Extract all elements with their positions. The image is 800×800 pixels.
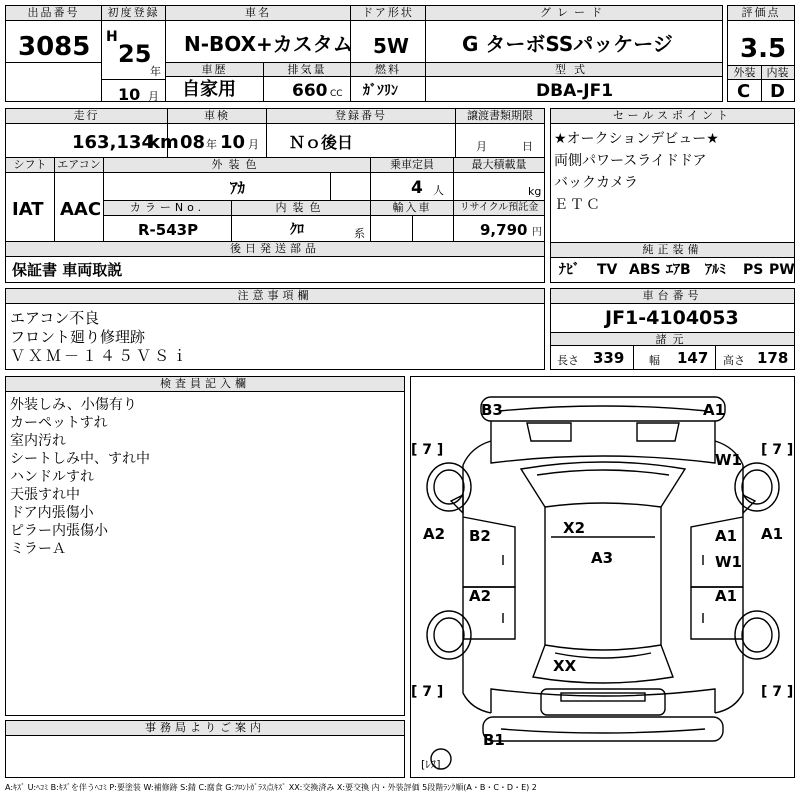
max-load-box: [453, 157, 545, 201]
inspector-item: カーペットすれ: [10, 415, 108, 431]
inspector-item: 外装しみ、小傷有り: [10, 397, 137, 413]
later-parts-label: 後日発送部品: [6, 242, 544, 257]
inspection-box: [167, 108, 267, 158]
ext-grade: C: [737, 81, 751, 102]
ext-color: ｱｶ: [230, 179, 246, 197]
capacity-unit: 人: [433, 184, 444, 197]
inspection-month: 10: [220, 132, 246, 153]
equip-pw: PW: [769, 262, 795, 278]
mileage-box: [5, 108, 179, 158]
displacement-box: [263, 62, 351, 102]
equip-tv: TV: [597, 262, 618, 278]
int-color-label: 内装色: [232, 201, 370, 216]
first-reg-era: H: [106, 29, 118, 45]
mark-a1-mid: A1: [715, 527, 738, 545]
history: 自家用: [182, 79, 236, 100]
first-reg-year-unit: 年: [150, 65, 161, 78]
int-color: ｸﾛ: [290, 222, 304, 238]
equip-navi: ﾅﾋﾞ: [559, 262, 580, 278]
fuel-box: [350, 62, 426, 102]
grade-box: [425, 5, 723, 63]
inspector-item: 室内汚れ: [10, 433, 66, 449]
height: 178: [757, 349, 789, 367]
ac: AAC: [60, 199, 102, 220]
model-box: [425, 62, 723, 102]
sales-box: [550, 108, 795, 243]
transfer-box: [455, 108, 545, 158]
chassis-number: JF1-4104053: [605, 307, 739, 329]
import-label: 輸入車: [371, 201, 453, 216]
mark-tire-tr: [ 7 ]: [761, 442, 794, 458]
mark-x2: X2: [563, 519, 586, 537]
later-parts-box: [5, 241, 545, 283]
int-color-box: [231, 200, 371, 242]
capacity-box: [370, 157, 454, 201]
door-box: [350, 5, 426, 63]
first-reg-box: [101, 5, 166, 102]
inspector-item: ミラーＡ: [10, 541, 66, 557]
equip-abs: ABS: [629, 262, 661, 278]
fuel-label: 燃料: [351, 63, 425, 77]
inspector-item: ドア内張傷小: [10, 505, 94, 521]
first-reg-month-unit: 月: [148, 90, 159, 103]
mark-a1-right: A1: [761, 525, 784, 543]
score-label: 評価点: [728, 6, 794, 21]
import-box: [370, 200, 454, 242]
sales-item: ＥＴＣ: [554, 197, 602, 213]
length-label: 長さ: [557, 354, 579, 367]
score-box: [727, 5, 795, 102]
max-load-label: 最大積載量: [454, 158, 544, 173]
inspection-year: 08: [180, 132, 206, 153]
car-outline: [411, 377, 794, 777]
inspector-item: ハンドルすれ: [10, 469, 94, 485]
length: 339: [593, 349, 625, 367]
height-label: 高さ: [723, 354, 745, 367]
recycle-box: [453, 200, 545, 242]
capacity-label: 乗車定員: [371, 158, 453, 173]
mileage: 163,134: [72, 132, 154, 153]
later-parts: 保証書 車両取説: [12, 261, 123, 279]
recycle: 9,790: [480, 221, 528, 239]
office-label: 事務局よりご案内: [6, 721, 404, 736]
model-label: 型式: [426, 63, 722, 77]
width: 147: [677, 349, 709, 367]
car-name-label: 車名: [166, 6, 350, 21]
shift-box: [5, 157, 55, 242]
ext-grade-label: 外装: [728, 66, 761, 80]
mark-spare: [ﾚｽ]: [421, 758, 441, 771]
mark-tire-br: [ 7 ]: [761, 684, 794, 700]
mark-tire-tl: [ 7 ]: [411, 442, 444, 458]
chassis-label: 車台番号: [551, 289, 794, 304]
mark-xx: XX: [553, 657, 577, 675]
displacement-label: 排気量: [264, 63, 350, 77]
lot-label: 出品番号: [6, 6, 101, 21]
recycle-unit: 円: [532, 227, 542, 238]
equip-airbag: ｴｱB: [666, 262, 691, 278]
first-reg-month: 10: [118, 85, 141, 104]
inspection-year-unit: 年: [206, 138, 217, 151]
chassis-box: [550, 288, 795, 370]
mark-tire-bl: [ 7 ]: [411, 684, 444, 700]
mileage-label: 走行: [6, 109, 167, 124]
lot-box: [5, 5, 102, 102]
door-label: ドア形状: [351, 6, 425, 21]
door-type: 5W: [373, 34, 409, 58]
equip-alloy: ｱﾙﾐ: [705, 262, 726, 278]
mark-a1-low: A1: [715, 587, 738, 605]
max-load-unit: kg: [528, 185, 542, 198]
equip-ps: PS: [743, 262, 764, 278]
int-grade-label: 内装: [761, 66, 794, 80]
inspector-box: [5, 376, 405, 716]
fuel: ｶﾞｿﾘﾝ: [363, 83, 398, 99]
legend: A:ｷｽﾞ U:ﾍｺﾐ B:ｷｽﾞを伴うﾍｺﾐ P:要塗装 W:補修跡 S:錆 C:腐食 G:ﾌﾛﾝﾄｶﾞﾗｽ点ｷｽﾞ XX:交換済み X:要交換 内・外装評価 5段階ﾗﾝｸ順(A・B・C・D・E) 2: [5, 783, 537, 792]
grade-label: グレード: [426, 6, 722, 21]
transfer-label: 譲渡書類期限: [456, 109, 544, 124]
capacity: 4: [411, 178, 423, 198]
inspector-item: シートしみ中、すれ中: [10, 451, 150, 467]
car-diagram: [410, 376, 795, 778]
spec-label: 諸元: [551, 332, 794, 346]
inspection-month-unit: 月: [248, 138, 259, 151]
mark-w1-mid: W1: [715, 553, 742, 571]
sales-label: セールスポイント: [551, 109, 794, 124]
color-no-box: [103, 200, 232, 242]
color-no-label: カラーNo.: [104, 201, 231, 216]
sales-item: バックカメラ: [554, 175, 638, 191]
recycle-label: リサイクル預託金: [454, 201, 544, 216]
ac-box: [54, 157, 104, 242]
transfer-month: 月: [476, 140, 487, 153]
mark-a1-top: A1: [703, 401, 726, 419]
ext-color-box: [103, 157, 371, 201]
inspector-item: 天張すれ中: [10, 487, 80, 503]
inspector-item: ピラー内張傷小: [10, 523, 108, 539]
displacement-unit: CC: [330, 89, 343, 99]
history-label: 車歴: [166, 63, 263, 77]
car-name-box: [165, 5, 351, 63]
plate-label: 登録番号: [267, 109, 455, 124]
ext-color-label: 外装色: [104, 158, 370, 173]
note-item: ＶＸＭ－１４５ＶＳｉ: [10, 347, 191, 365]
sales-item: 両側パワースライドドア: [554, 153, 707, 169]
int-grade: D: [770, 81, 785, 102]
inspector-label: 検査員記入欄: [6, 377, 404, 392]
mark-a3: A3: [591, 549, 614, 567]
note-item: フロント廻り修理跡: [10, 328, 146, 346]
first-reg-label: 初度登録: [102, 6, 165, 21]
grade: G ターボSSパッケージ: [462, 32, 673, 56]
mark-a2-mid: A2: [469, 587, 492, 605]
office-box: [5, 720, 405, 778]
shift: IAT: [12, 199, 44, 220]
sales-item: ★オークションデビュー★: [554, 131, 719, 147]
equipment-box: [550, 242, 795, 283]
int-color-suffix: 系: [354, 227, 365, 240]
first-reg-year: 25: [118, 40, 152, 68]
equipment-label: 純正装備: [551, 243, 794, 258]
plate-box: [266, 108, 456, 158]
note-item: エアコン不良: [10, 309, 100, 327]
mark-b2: B2: [469, 527, 491, 545]
mileage-unit: km: [148, 132, 179, 153]
lot-number: 3085: [18, 32, 91, 62]
plate: Ｎｏ後日: [289, 133, 354, 152]
notes-box: [5, 288, 545, 370]
shift-label: シフト: [6, 158, 54, 173]
mark-b1: B1: [483, 731, 505, 749]
car-name: N-BOX+カスタム: [184, 32, 353, 56]
displacement: 660: [292, 81, 328, 101]
color-no: R-543P: [138, 221, 199, 239]
mark-a2-left: A2: [423, 525, 446, 543]
inspection-label: 車検: [168, 109, 266, 124]
transfer-day: 日: [522, 140, 533, 153]
history-box: [165, 62, 264, 102]
mark-b3: B3: [481, 401, 503, 419]
model: DBA-JF1: [536, 81, 614, 101]
mark-w1-top: W1: [715, 451, 742, 469]
width-label: 幅: [649, 354, 660, 367]
notes-label: 注意事項欄: [6, 289, 544, 304]
ac-label: エアコン: [55, 158, 103, 173]
score: 3.5: [740, 34, 787, 64]
